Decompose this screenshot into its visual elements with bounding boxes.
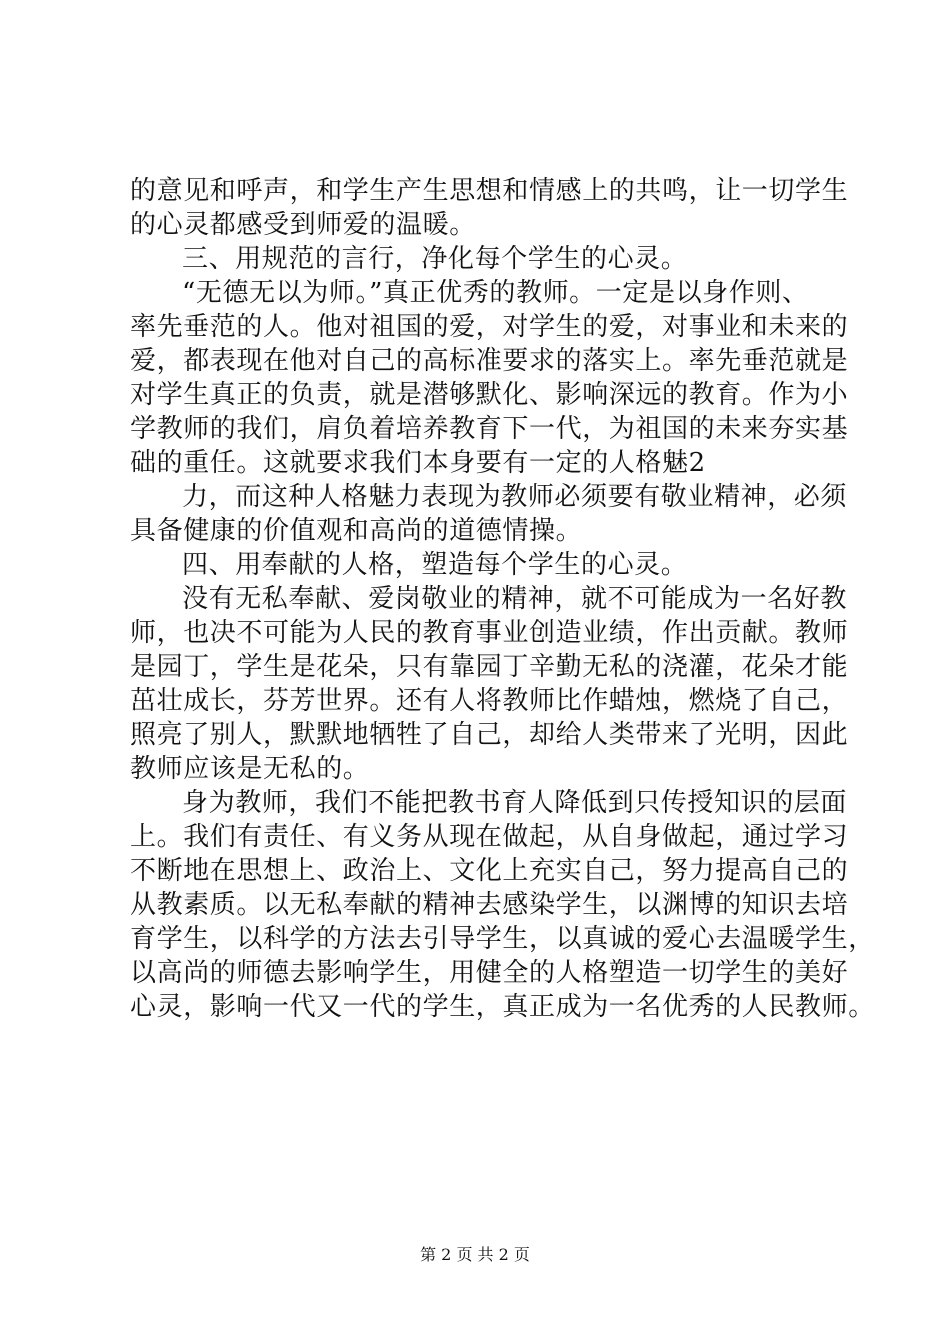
text-line: 础的重任。这就要求我们本身要有一定的人格魅2: [130, 448, 706, 478]
text-line: 身为教师，我们不能把教书育人降低到只传授知识的层面: [182, 788, 848, 818]
text-line: 是园丁，学生是花朵，只有靠园丁辛勤无私的浇灌，花朵才能: [130, 652, 849, 682]
text-line: 上。我们有责任、有义务从现在做起，从自身做起，通过学习: [130, 822, 849, 852]
text-line: 从教素质。以无私奉献的精神去感染学生，以渊博的知识去培: [130, 890, 849, 920]
text-line: 没有无私奉献、爱岗敬业的精神，就不可能成为一名好教: [182, 584, 848, 614]
text-line: 率先垂范的人。他对祖国的爱，对学生的爱，对事业和未来的: [130, 312, 849, 342]
text-line: 的心灵都感受到师爱的温暖。: [130, 210, 476, 240]
section-heading: 三、用规范的言行，净化每个学生的心灵。: [182, 244, 688, 274]
text-line: 心灵，影响一代又一代的学生，真正成为一名优秀的人民教师。: [130, 992, 875, 1022]
text-line: 照亮了别人，默默地牺牲了自己，却给人类带来了光明，因此: [130, 720, 849, 750]
text-line: 茁壮成长，芬芳世界。还有人将教师比作蜡烛，燃烧了自己，: [130, 686, 849, 716]
text-line: 不断地在思想上、政治上、文化上充实自己，努力提高自己的: [130, 856, 849, 886]
page-footer: [0, 1245, 950, 1265]
text-line: 师，也决不可能为人民的教育事业创造业绩，作出贡献。教师: [130, 618, 849, 648]
text-line: 教师应该是无私的。: [130, 754, 370, 784]
text-line: 对学生真正的负责，就是潜够默化、影响深远的教育。作为小: [130, 380, 849, 410]
text-line: 学教师的我们，肩负着培养教育下一代，为祖国的未来夯实基: [130, 414, 849, 444]
text-line: 具备健康的价值观和高尚的道德情操。: [130, 516, 583, 546]
text-line: “无德无以为师。”真正优秀的教师。一定是以身作则、: [182, 278, 809, 308]
text-line: 育学生，以科学的方法去引导学生，以真诚的爱心去温暖学生，: [130, 924, 875, 954]
text-line: 爱，都表现在他对自己的高标准要求的落实上。率先垂范就是: [130, 346, 849, 376]
text-line: 的意见和呼声，和学生产生思想和情感上的共鸣，让一切学生: [130, 176, 849, 206]
text-line: 以高尚的师德去影响学生，用健全的人格塑造一切学生的美好: [130, 958, 849, 988]
text-line: 力，而这种人格魅力表现为教师必须要有敬业精神，必须: [182, 482, 848, 512]
page-number: 第 2 页 共 2 页: [420, 1245, 530, 1264]
section-heading: 四、用奉献的人格，塑造每个学生的心灵。: [182, 550, 688, 580]
document-body: [130, 174, 875, 1024]
